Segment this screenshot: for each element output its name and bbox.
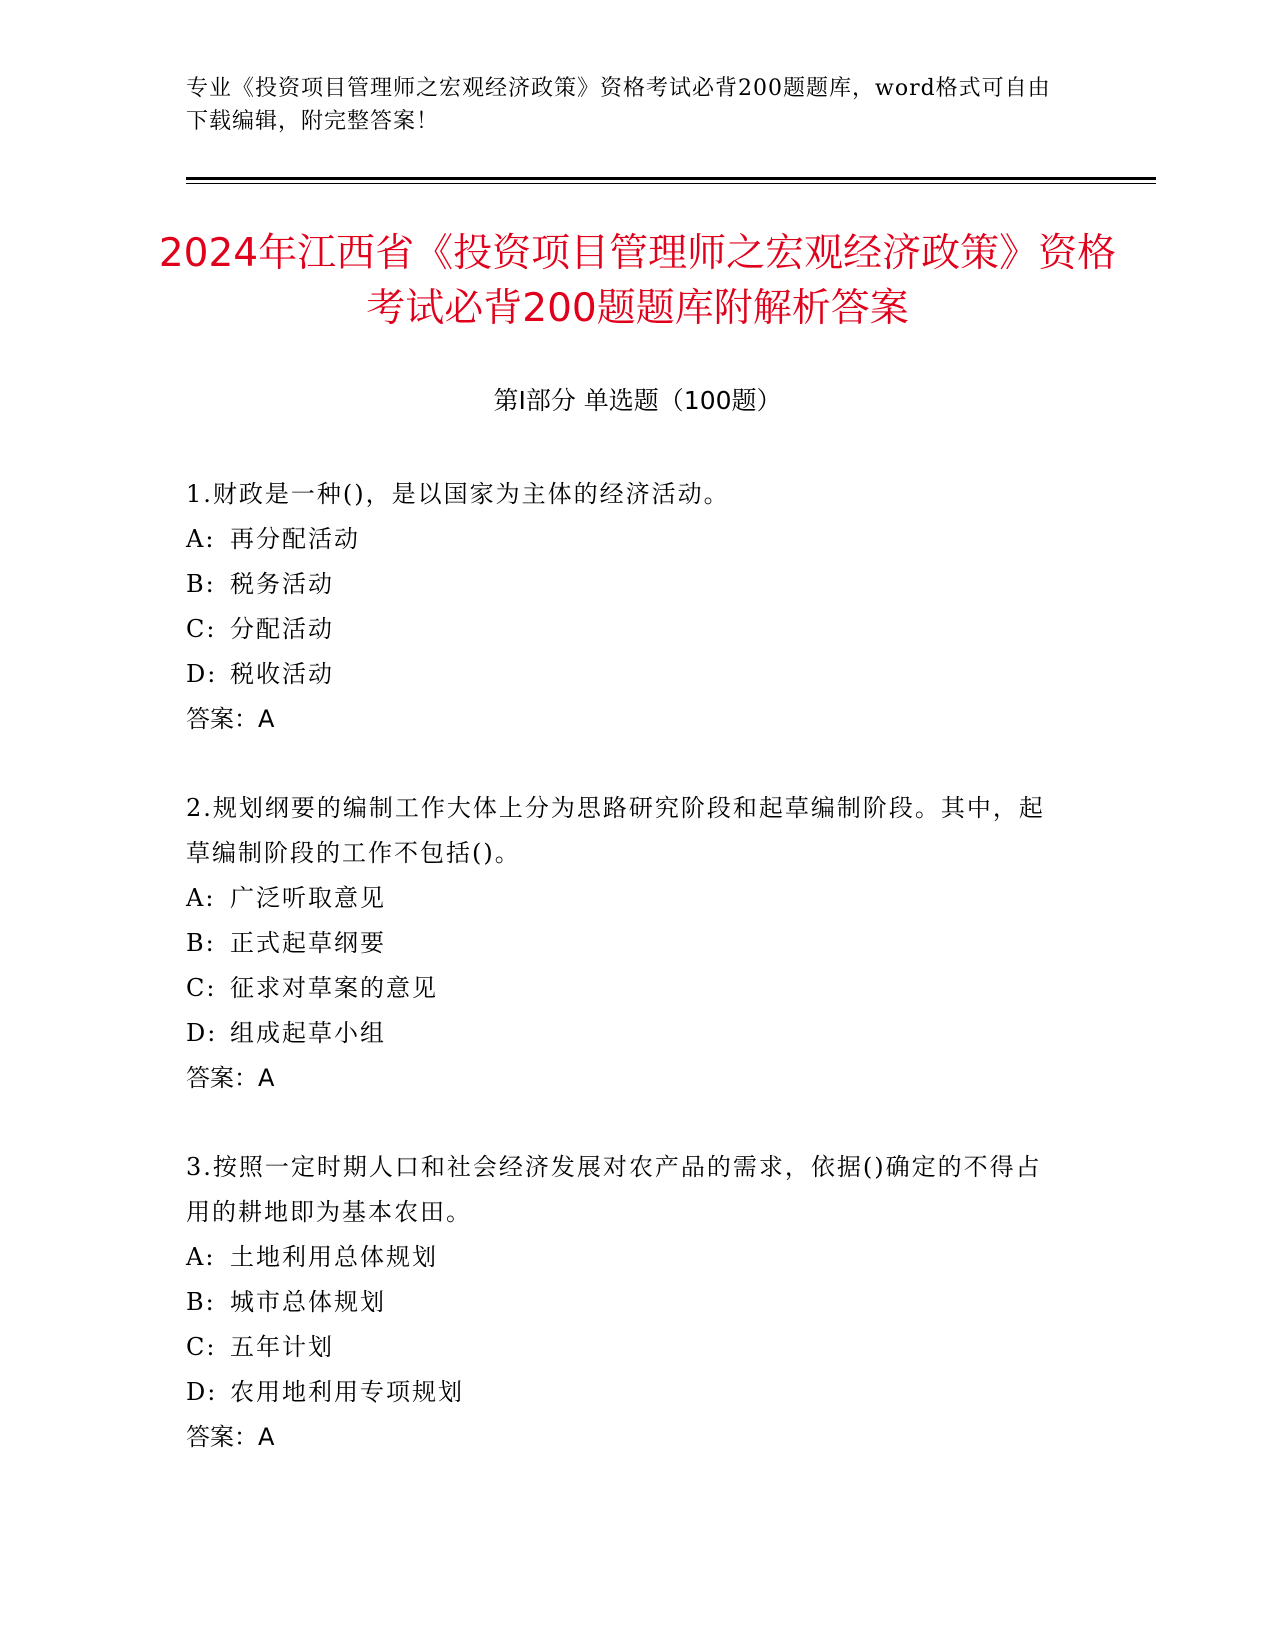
- header-note: 专业《投资项目管理师之宏观经济政策》资格考试必背200题题库，word格式可自由下载编辑，附完整答案！: [186, 76, 1051, 134]
- option-text: 广泛听取意见: [230, 884, 386, 912]
- option-key: A:: [186, 525, 216, 553]
- option-key: C:: [186, 974, 217, 1002]
- option-key: A:: [186, 1243, 216, 1271]
- option-key: C:: [186, 1333, 217, 1361]
- option-d: [186, 1011, 1066, 1056]
- option-text: 土地利用总体规划: [230, 1243, 438, 1271]
- header-rule-thin: [186, 183, 1156, 184]
- option-d: [186, 1370, 1066, 1415]
- question-2: [186, 786, 1066, 1101]
- answer: 答案：A: [186, 705, 275, 733]
- question-3: [186, 1145, 1066, 1460]
- document-title: 2024年江西省《投资项目管理师之宏观经济政策》资格考试必背200题题库附解析答案: [158, 231, 1117, 331]
- option-key: C:: [186, 615, 217, 643]
- option-a: [186, 517, 1066, 562]
- option-text: 农用地利用专项规划: [230, 1378, 464, 1406]
- option-text: 分配活动: [230, 615, 334, 643]
- option-text: 税务活动: [230, 570, 334, 598]
- option-text: 正式起草纲要: [230, 929, 386, 957]
- option-d: [186, 652, 1066, 697]
- option-key: B:: [186, 570, 216, 598]
- option-b: [186, 562, 1066, 607]
- question-stem: 2.规划纲要的编制工作大体上分为思路研究阶段和起草编制阶段。其中，起草编制阶段的工作不包括()。: [186, 794, 1045, 867]
- answer: 答案：A: [186, 1423, 275, 1451]
- question-stem: 1.财政是一种()，是以国家为主体的经济活动。: [186, 480, 730, 508]
- option-key: D:: [186, 1019, 218, 1047]
- option-a: [186, 1235, 1066, 1280]
- option-c: [186, 966, 1066, 1011]
- option-b: [186, 1280, 1066, 1325]
- header-rule-thick: [186, 177, 1156, 180]
- option-key: B:: [186, 929, 216, 957]
- option-key: B:: [186, 1288, 216, 1316]
- answer: 答案：A: [186, 1064, 275, 1092]
- option-key: D:: [186, 1378, 218, 1406]
- option-key: A:: [186, 884, 216, 912]
- option-text: 五年计划: [230, 1333, 334, 1361]
- question-list: [186, 472, 1066, 1504]
- option-text: 城市总体规划: [230, 1288, 386, 1316]
- section-title: 第I部分 单选题（100题）: [493, 386, 782, 415]
- option-key: D:: [186, 660, 218, 688]
- option-b: [186, 921, 1066, 966]
- question-stem: 3.按照一定时期人口和社会经济发展对农产品的需求，依据()确定的不得占用的耕地即为基本农田。: [186, 1153, 1042, 1226]
- option-c: [186, 607, 1066, 652]
- option-text: 税收活动: [230, 660, 334, 688]
- option-c: [186, 1325, 1066, 1370]
- question-1: [186, 472, 1066, 742]
- option-text: 再分配活动: [230, 525, 360, 553]
- option-text: 征求对草案的意见: [230, 974, 438, 1002]
- option-a: [186, 876, 1066, 921]
- option-text: 组成起草小组: [230, 1019, 386, 1047]
